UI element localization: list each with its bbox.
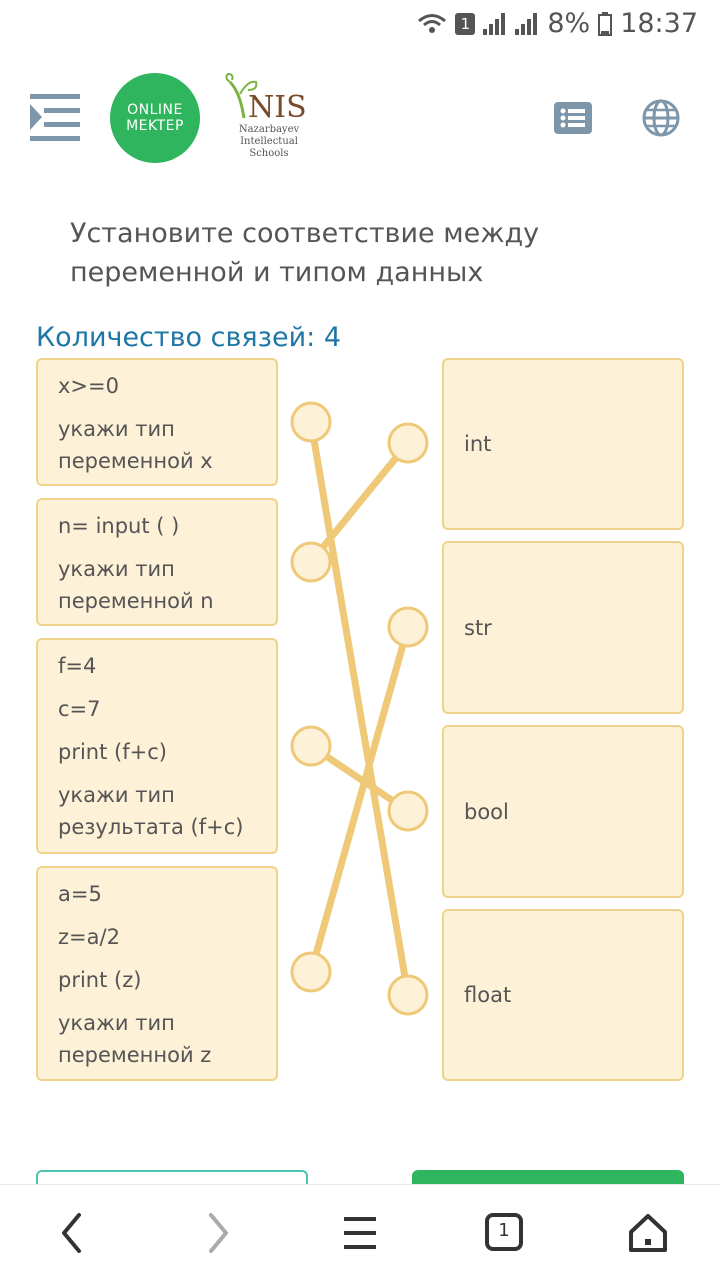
left-item-4-line-2: z=a/2 [58, 925, 120, 949]
right-item-2-label: str [464, 615, 492, 640]
left-item-3-line-1: f=4 [58, 654, 97, 678]
left-item-4-line-1: a=5 [58, 882, 102, 906]
left-item-1-line-1: x>=0 [58, 374, 119, 398]
tab-count: 1 [498, 1220, 510, 1241]
left-item-3-line-2: c=7 [58, 697, 101, 721]
left-handle-4[interactable] [292, 953, 330, 991]
left-item-2-line-1: n= input ( ) [58, 514, 180, 538]
sim-badge: 1 [455, 13, 475, 35]
left-item-3-line-3: print (f+c) [58, 740, 167, 764]
right-handle-1[interactable] [389, 424, 427, 462]
left-handle-1[interactable] [292, 403, 330, 441]
left-item-4-line-4: укажи тип переменной z [58, 1011, 212, 1067]
nis-sub-1: Nazarbayev [238, 124, 300, 135]
right-item-4-label: float [464, 983, 512, 1007]
left-item-4-line-3: print (z) [58, 968, 142, 992]
right-item-1-label: int [464, 432, 492, 456]
logo-online-line1: ONLINE [127, 102, 183, 118]
question-text: Установите соответствие между переменной и типом данных [70, 218, 540, 288]
browser-menu-icon[interactable] [333, 1206, 387, 1260]
right-handle-4[interactable] [389, 976, 427, 1014]
left-handle-3[interactable] [292, 727, 330, 765]
left-item-1-line-2: укажи тип переменной x [58, 417, 213, 473]
connection-counter: Количество связей: 4 [36, 322, 342, 353]
battery-percent: 8% [547, 8, 591, 39]
nis-sub-3: Schools [249, 148, 289, 159]
left-handle-2[interactable] [292, 543, 330, 581]
nis-sub-2: Intellectual [240, 136, 298, 147]
logo-online-line2: MEKTEP [126, 118, 184, 134]
forward-icon[interactable] [190, 1206, 244, 1260]
right-handle-3[interactable] [389, 792, 427, 830]
right-handle-2[interactable] [389, 608, 427, 646]
right-item-3-label: bool [464, 799, 509, 824]
nis-wordmark: NIS [248, 90, 307, 125]
left-item-3-line-4: укажи тип результата (f+c) [58, 783, 244, 839]
clock: 18:37 [620, 8, 698, 39]
tabs-icon[interactable] [477, 1206, 531, 1260]
back-icon[interactable] [46, 1206, 100, 1260]
left-item-2-line-2: укажи тип переменной n [58, 557, 214, 613]
home-icon[interactable] [621, 1206, 675, 1260]
